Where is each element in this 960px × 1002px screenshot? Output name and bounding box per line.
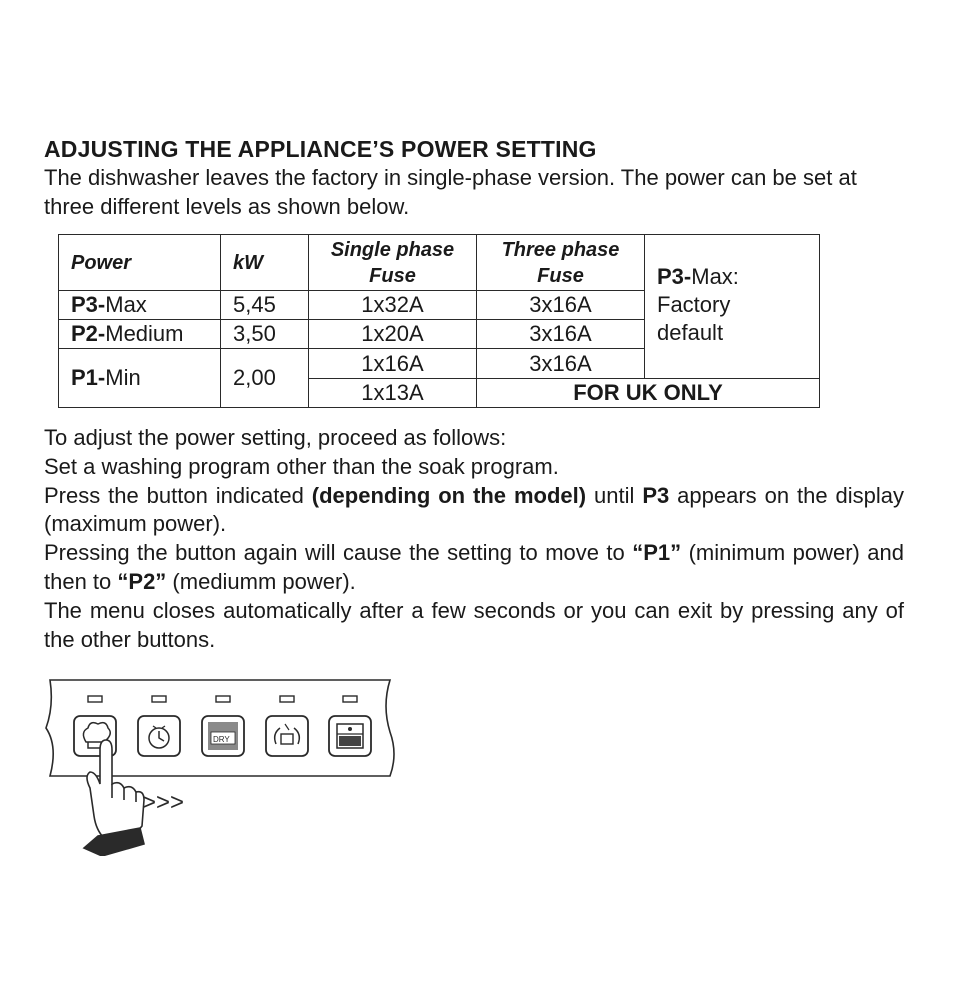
level-name: Max — [105, 292, 147, 317]
note-level: P3- — [657, 264, 692, 289]
half-load-button[interactable] — [266, 716, 308, 756]
section-heading: ADJUSTING THE APPLIANCE’S POWER SETTING — [44, 136, 597, 162]
three-fuse-cell: 3x16A — [477, 291, 645, 320]
kw-cell: 3,50 — [221, 320, 309, 349]
step-3-d: P3 — [642, 482, 670, 508]
indicator-light — [88, 696, 102, 702]
three-fuse-cell: 3x16A — [477, 320, 645, 349]
factory-default-note — [645, 235, 820, 379]
note-factory: Factory — [657, 292, 731, 317]
dry-icon — [208, 722, 238, 750]
step-3-a: Press the button indicated — [44, 482, 312, 508]
header-power: Power — [59, 235, 221, 291]
step-2: Set a washing program other than the soak program. — [44, 453, 559, 479]
panel-drawing — [44, 676, 404, 856]
steps-block — [44, 424, 904, 654]
single-fuse-cell: 1x32A — [309, 291, 477, 320]
indicator-light — [216, 696, 230, 702]
level-code: P3- — [71, 292, 106, 317]
indicator-light — [152, 696, 166, 702]
press-arrows: >>> — [142, 789, 185, 816]
single-fuse-uk-cell: 1x13A — [309, 379, 477, 408]
power-level-cell — [59, 349, 221, 408]
power-level-cell — [59, 320, 221, 349]
instructions — [44, 424, 904, 654]
dry-button[interactable] — [202, 716, 244, 756]
timer-button[interactable] — [138, 716, 180, 756]
level-name: Medium — [105, 321, 184, 346]
page-content — [44, 134, 904, 222]
step-3-e: appears on the display (maximum power). — [44, 482, 904, 537]
indicator-light — [280, 696, 294, 702]
indicator-light — [343, 696, 357, 702]
header-three-line1: Three phase — [501, 238, 620, 261]
step-4-c: (minimum power) and then to — [44, 540, 904, 594]
step-4-d: “P2” — [117, 568, 167, 594]
step-4-a: Pressing the button again will cause the setting to move to — [44, 540, 633, 566]
three-fuse-cell: 3x16A — [477, 349, 645, 379]
uk-only-cell: FOR UK ONLY — [477, 379, 820, 408]
kw-cell: 5,45 — [221, 291, 309, 320]
step-4 — [44, 539, 904, 597]
single-fuse-cell: 1x20A — [309, 320, 477, 349]
note-default: default — [657, 320, 724, 345]
level-code: P1- — [71, 365, 106, 390]
single-fuse-cell: 1x16A — [309, 349, 477, 379]
header-single-phase — [309, 235, 477, 291]
header-three-phase — [477, 235, 645, 291]
step-3-b: (depending on the model) — [311, 482, 587, 508]
step-4-b: “P1” — [632, 540, 682, 566]
header-single-line1: Single phase — [330, 238, 455, 261]
header-three-line2: Fuse — [537, 264, 584, 287]
step-4-e: (mediumm power). — [166, 568, 356, 594]
power-level-cell — [59, 291, 221, 320]
step-3 — [44, 482, 904, 540]
level-code: P2- — [71, 321, 106, 346]
step-5: The menu closes automatically after a few seconds or you can exit by pressing any of the other buttons. — [44, 597, 904, 652]
control-panel-illustration — [44, 676, 404, 861]
step-3-c: until — [586, 482, 643, 508]
dry-label: DRY — [213, 735, 230, 744]
table-header-row — [59, 235, 820, 291]
note-max: Max: — [691, 264, 739, 289]
kw-cell: 2,00 — [221, 349, 309, 408]
step-1: To adjust the power setting, proceed as follows: — [44, 425, 507, 450]
intro-text: The dishwasher leaves the factory in single-phase version. The power can be set at three different levels as shown below. — [44, 165, 857, 219]
rinse-button[interactable] — [329, 716, 371, 756]
power-table — [58, 234, 820, 408]
header-single-line2: Fuse — [369, 264, 416, 287]
header-kw: kW — [221, 235, 309, 291]
level-name: Min — [105, 365, 141, 390]
